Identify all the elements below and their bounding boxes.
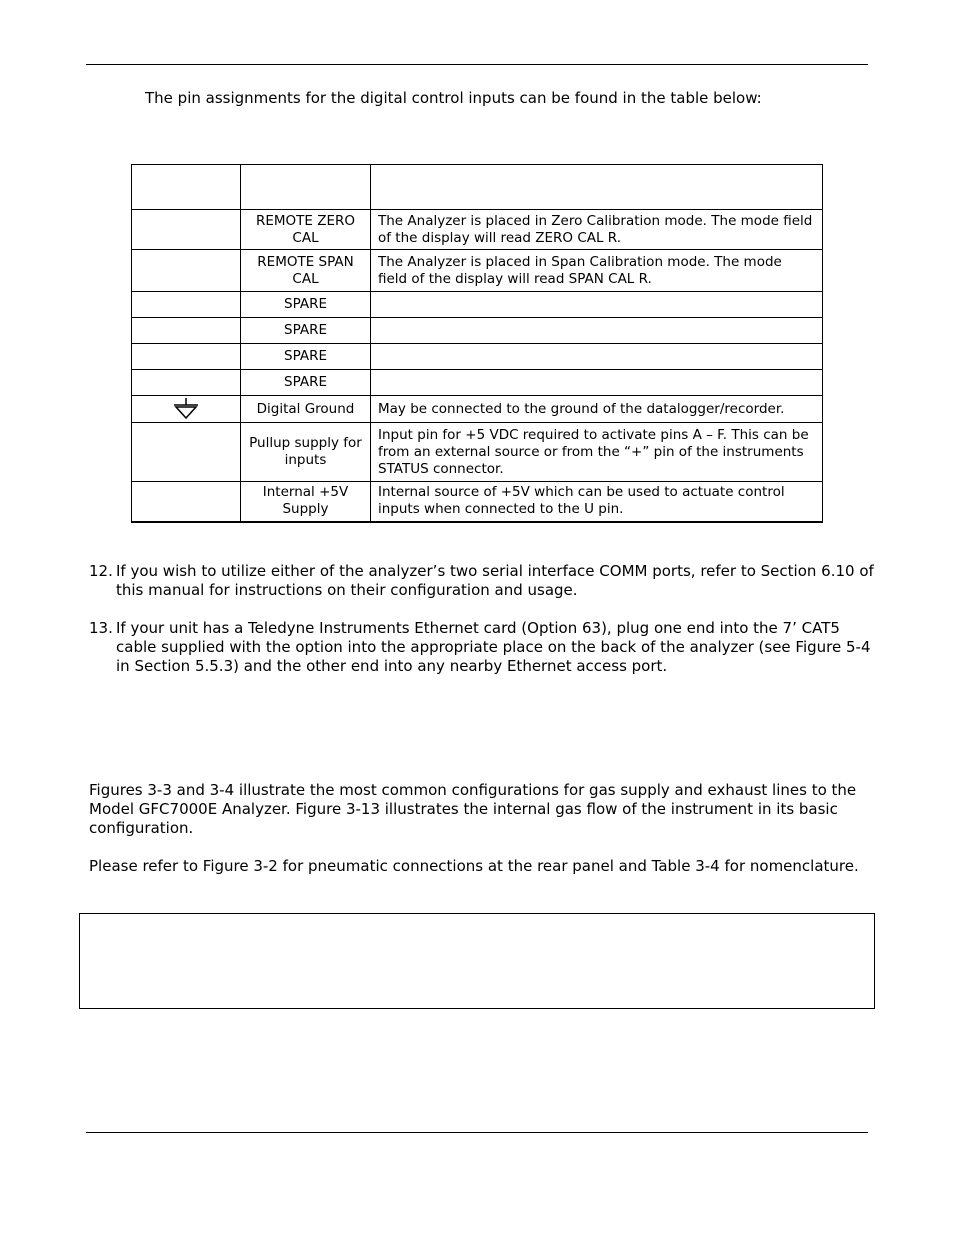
function-cell: SPARE	[241, 292, 371, 318]
table-row	[132, 318, 823, 344]
table-header-row	[132, 165, 823, 210]
numbered-steps	[89, 562, 879, 695]
list-item	[89, 562, 879, 600]
description-cell	[371, 370, 823, 396]
pin-cell	[132, 292, 241, 318]
description-cell	[371, 344, 823, 370]
function-cell: Pullup supply for inputs	[241, 423, 371, 482]
body-paragraph: Please refer to Figure 3-2 for pneumatic connections at the rear panel and Table 3-4 for nomenclature.	[89, 857, 859, 875]
table-row	[132, 370, 823, 396]
intro-paragraph: The pin assignments for the digital control inputs can be found in the table below:	[145, 89, 762, 107]
table-row	[132, 423, 823, 482]
table-row	[132, 292, 823, 318]
list-item	[89, 619, 879, 676]
pin-cell	[132, 250, 241, 292]
function-cell: Internal +5V Supply	[241, 482, 371, 522]
description-cell: May be connected to the ground of the datalogger/recorder.	[371, 396, 823, 423]
function-cell: REMOTE ZERO CAL	[241, 210, 371, 250]
description-cell: Input pin for +5 VDC required to activate pins A – F. This can be from an external source or from the “+” pin of the instruments STATUS connector.	[371, 423, 823, 482]
footer-rule	[86, 1132, 868, 1133]
header-rule	[86, 64, 868, 65]
function-cell: SPARE	[241, 370, 371, 396]
description-cell: Internal source of +5V which can be used to actuate control inputs when connected to the U pin.	[371, 482, 823, 522]
table-row	[132, 210, 823, 250]
table-row	[132, 482, 823, 522]
pin-assignment-table	[131, 164, 823, 523]
body-paragraph: Figures 3-3 and 3-4 illustrate the most common configurations for gas supply and exhaust lines to the Model GFC7000E Analyzer. Figure 3-13 illustrates the internal gas flow of the instrument in its basic configuration.	[89, 781, 857, 837]
description-cell: The Analyzer is placed in Zero Calibration mode. The mode field of the display will read ZERO CAL R.	[371, 210, 823, 250]
header-cell-description	[371, 165, 823, 210]
ground-symbol-icon	[132, 396, 241, 423]
step-text: If your unit has a Teledyne Instruments Ethernet card (Option 63), plug one end into the 7’ CAT5 cable supplied with the option into the appropriate place on the back of the analyzer (see Figure 5-4 in Section 5.5.3) and the other end into any nearby Ethernet access port.	[116, 619, 871, 675]
function-cell: Digital Ground	[241, 396, 371, 423]
pin-cell	[132, 344, 241, 370]
table-row	[132, 250, 823, 292]
step-text: If you wish to utilize either of the analyzer’s two serial interface COMM ports, refer to Section 6.10 of this manual for instructions on their configuration and usage.	[116, 562, 874, 599]
function-cell: REMOTE SPAN CAL	[241, 250, 371, 292]
pin-cell	[132, 370, 241, 396]
header-cell-pin	[132, 165, 241, 210]
description-cell	[371, 292, 823, 318]
pin-cell	[132, 423, 241, 482]
function-cell: SPARE	[241, 318, 371, 344]
description-cell	[371, 318, 823, 344]
table-row	[132, 396, 823, 423]
note-box	[79, 913, 875, 1009]
function-cell: SPARE	[241, 344, 371, 370]
step-number: 12.	[89, 562, 113, 580]
step-number: 13.	[89, 619, 113, 637]
pin-cell	[132, 482, 241, 522]
table-row	[132, 344, 823, 370]
pin-cell	[132, 210, 241, 250]
header-cell-function	[241, 165, 371, 210]
pin-cell	[132, 318, 241, 344]
description-cell: The Analyzer is placed in Span Calibration mode. The mode field of the display will read SPAN CAL R.	[371, 250, 823, 292]
